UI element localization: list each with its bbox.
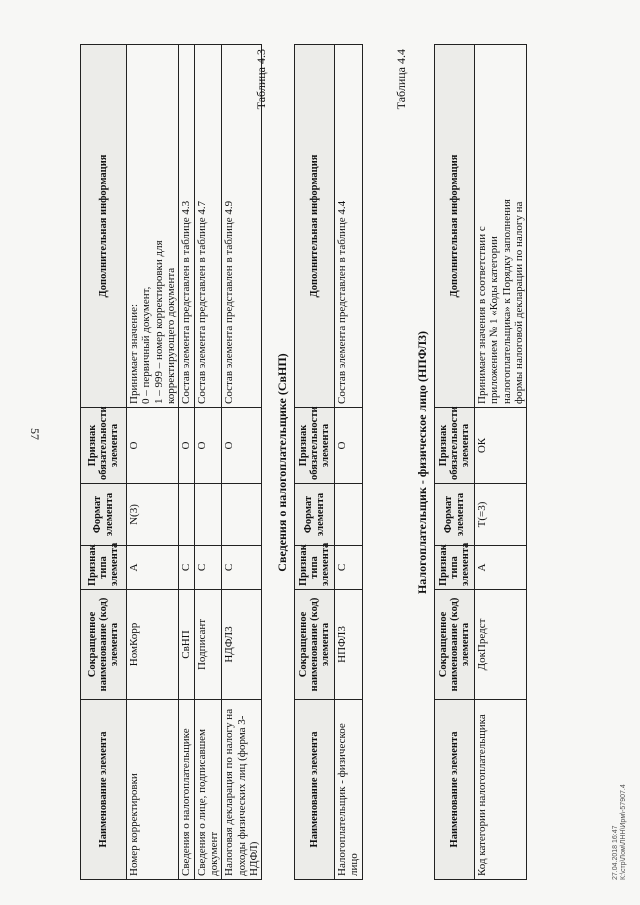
cell-format bbox=[335, 484, 363, 546]
table-row bbox=[335, 45, 363, 880]
cell-req: ОК bbox=[475, 408, 527, 484]
col-header-req: Признак обязательности элемента bbox=[295, 408, 335, 484]
rotated-content bbox=[80, 35, 565, 880]
col-header-type: Признак типа элемента bbox=[81, 546, 127, 590]
col-header-info: Дополнительная информация bbox=[435, 45, 475, 408]
cell-format: N(3) bbox=[127, 484, 179, 546]
cell-req: О bbox=[127, 408, 179, 484]
info-line: налогоплательщика» к Порядку заполнения bbox=[500, 199, 513, 404]
cell-code: НПФЛ3 bbox=[335, 590, 363, 700]
info-line: Принимает значение: bbox=[128, 303, 140, 404]
info-line: приложением № 1 «Коды категории bbox=[488, 236, 501, 404]
cell-name: Сведения о лице, подписавшем документ bbox=[194, 700, 222, 880]
table-row bbox=[179, 45, 194, 880]
info-line: 1 – 999 – номер корректировки для bbox=[152, 240, 165, 404]
table-header-row bbox=[81, 45, 127, 880]
col-header-type: Признак типа элемента bbox=[435, 546, 475, 590]
info-line: корректирующего документа bbox=[164, 267, 177, 404]
table-row bbox=[194, 45, 222, 880]
col-header-info: Дополнительная информация bbox=[295, 45, 335, 408]
col-header-name: Наименование элемента bbox=[295, 700, 335, 880]
table-4-3-section bbox=[232, 45, 363, 880]
cell-type: А bbox=[475, 546, 527, 590]
cell-info: Состав элемента представлен в таблице 4.4 bbox=[335, 45, 363, 408]
col-header-name: Наименование элемента bbox=[435, 700, 475, 880]
info-line: формы налоговой декларации по налогу на bbox=[512, 201, 525, 404]
cell-name: Код категории налогоплательщика bbox=[475, 700, 527, 880]
cell-req: О bbox=[222, 408, 262, 484]
cell-code: Подписант bbox=[194, 590, 222, 700]
cell-info: Состав элемента представлен в таблице 4.9 bbox=[222, 45, 262, 408]
individual-taxpayer-table bbox=[434, 44, 527, 880]
cell-name: Налоговая декларация по налогу на доходы физических лиц (форма 3-НДФЛ) bbox=[222, 700, 262, 880]
col-header-name: Наименование элемента bbox=[81, 700, 127, 880]
table-title: Сведения о налогоплательщике (СвНП) bbox=[275, 353, 289, 572]
cell-format: T(=3) bbox=[475, 484, 527, 546]
info-line: 0 – первичный документ, bbox=[140, 286, 153, 404]
table-caption: Таблица 4.3 bbox=[254, 49, 268, 110]
col-header-req: Признак обязательности элемента bbox=[81, 408, 127, 484]
stamp-line: К:\стр\Лом\ЛНН\Ирм\-57907.4 bbox=[620, 784, 628, 880]
cell-name: Номер корректировки bbox=[127, 700, 179, 880]
cell-code: НомКорр bbox=[127, 590, 179, 700]
cell-req: О bbox=[179, 408, 194, 484]
cell-format bbox=[194, 484, 222, 546]
cell-name: Сведения о налогоплательщике bbox=[179, 700, 194, 880]
cell-code: НДФЛ3 bbox=[222, 590, 262, 700]
col-header-req: Признак обязательности элемента bbox=[435, 408, 475, 484]
cell-info bbox=[475, 45, 527, 408]
table-row bbox=[127, 45, 179, 880]
cell-format bbox=[179, 484, 194, 546]
cell-type: С bbox=[194, 546, 222, 590]
col-header-format: Формат элемента bbox=[295, 484, 335, 546]
taxpayer-info-table bbox=[294, 44, 363, 880]
col-header-short: Сокращенное наименование (код) элемента bbox=[435, 590, 475, 700]
cell-type: С bbox=[179, 546, 194, 590]
table-4-4-section bbox=[372, 45, 527, 880]
table-caption: Таблица 4.4 bbox=[394, 49, 408, 110]
cell-type: С bbox=[222, 546, 262, 590]
cell-code: СвНП bbox=[179, 590, 194, 700]
stamp-line: 27.04.2018 16:47 bbox=[612, 825, 619, 880]
cell-code: ДокПредст bbox=[475, 590, 527, 700]
col-header-format: Формат элемента bbox=[435, 484, 475, 546]
table-header-row bbox=[435, 45, 475, 880]
col-header-short: Сокращенное наименование (код) элемента bbox=[81, 590, 127, 700]
col-header-format: Формат элемента bbox=[81, 484, 127, 546]
col-header-type: Признак типа элемента bbox=[295, 546, 335, 590]
cell-name: Налогоплательщик - физическое лицо bbox=[335, 700, 363, 880]
table-row bbox=[475, 45, 527, 880]
cell-info bbox=[127, 45, 179, 408]
cell-info: Состав элемента представлен в таблице 4.3 bbox=[179, 45, 194, 408]
cell-type: С bbox=[335, 546, 363, 590]
cell-type: А bbox=[127, 546, 179, 590]
cell-req: О bbox=[194, 408, 222, 484]
page-number: 57 bbox=[28, 428, 42, 440]
table-title: Налогоплательщик - физическое лицо (НПФЛ3) bbox=[415, 330, 429, 595]
document-stamp bbox=[612, 784, 628, 880]
table-header-row bbox=[295, 45, 335, 880]
cell-info: Состав элемента представлен в таблице 4.7 bbox=[194, 45, 222, 408]
info-line: Принимает значения в соответствии с bbox=[476, 226, 488, 404]
col-header-short: Сокращенное наименование (код) элемента bbox=[295, 590, 335, 700]
col-header-info: Дополнительная информация bbox=[81, 45, 127, 408]
cell-req: О bbox=[335, 408, 363, 484]
